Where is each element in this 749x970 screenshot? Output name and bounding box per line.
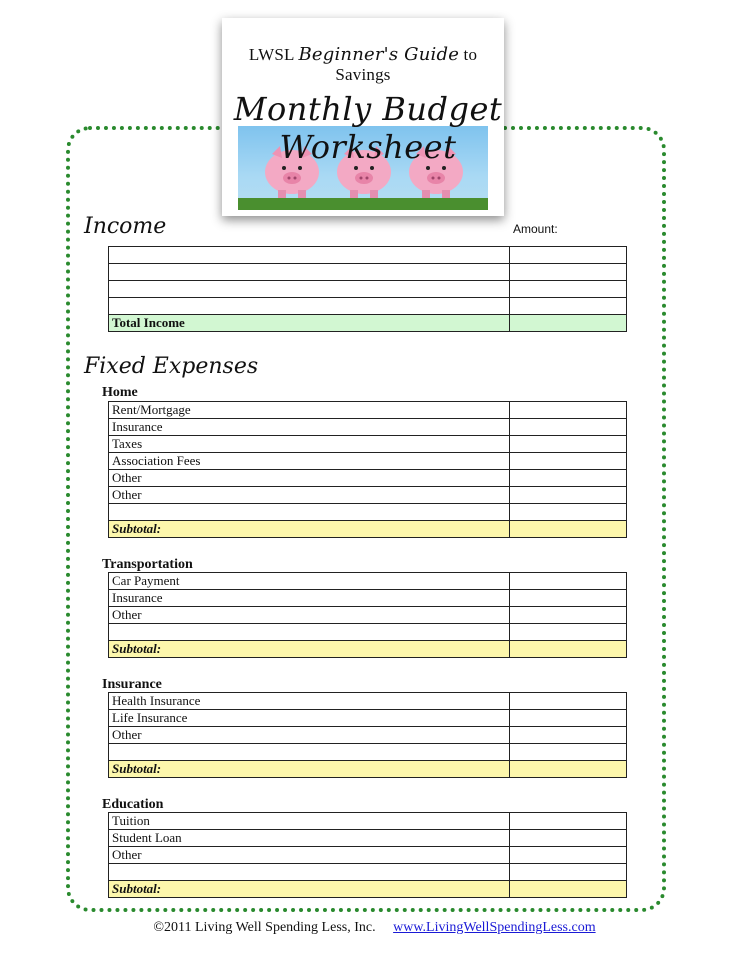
- amount-cell[interactable]: [510, 504, 627, 521]
- income-table: [108, 246, 627, 332]
- amount-cell[interactable]: [510, 470, 627, 487]
- total-income-amount-cell[interactable]: [510, 315, 627, 332]
- subtotal-label: Subtotal:: [109, 641, 510, 658]
- table-row: [109, 847, 627, 864]
- amount-cell[interactable]: [510, 710, 627, 727]
- home-expenses-table: [108, 401, 627, 538]
- amount-cell[interactable]: [510, 298, 627, 315]
- fixed-expenses-heading: Fixed Expenses: [84, 354, 259, 379]
- title-script: Beginner's Guide: [298, 44, 460, 65]
- amount-cell[interactable]: [510, 607, 627, 624]
- page-title: Monthly Budget Worksheet: [233, 90, 503, 166]
- amount-cell[interactable]: [510, 419, 627, 436]
- amount-cell[interactable]: [510, 624, 627, 641]
- subtotal-label: Subtotal:: [109, 521, 510, 538]
- subtotal-amount-cell[interactable]: [510, 521, 627, 538]
- table-row: [109, 624, 627, 641]
- group-title-insurance: Insurance: [102, 677, 162, 692]
- subtotal-amount-cell[interactable]: [510, 761, 627, 778]
- expense-label-cell[interactable]: Association Fees: [109, 453, 510, 470]
- expense-label-cell[interactable]: Insurance: [109, 590, 510, 607]
- expense-label-cell[interactable]: [109, 624, 510, 641]
- amount-cell[interactable]: [510, 436, 627, 453]
- subtotal-label: Subtotal:: [109, 761, 510, 778]
- expense-label-cell[interactable]: [109, 744, 510, 761]
- amount-cell[interactable]: [510, 453, 627, 470]
- amount-cell[interactable]: [510, 744, 627, 761]
- table-row: [109, 247, 627, 264]
- expense-label-cell[interactable]: Insurance: [109, 419, 510, 436]
- website-link[interactable]: www.LivingWellSpendingLess.com: [393, 920, 596, 935]
- amount-cell[interactable]: [510, 402, 627, 419]
- amount-cell[interactable]: [510, 590, 627, 607]
- expense-label-cell[interactable]: Student Loan: [109, 830, 510, 847]
- table-row: [109, 402, 627, 419]
- table-row: [109, 813, 627, 830]
- group-title-home: Home: [102, 385, 138, 400]
- income-source-cell[interactable]: [109, 298, 510, 315]
- table-row: [109, 298, 627, 315]
- amount-cell[interactable]: [510, 847, 627, 864]
- amount-cell[interactable]: [510, 727, 627, 744]
- title-suffix: to Savings: [335, 45, 478, 84]
- subtotal-row: [109, 881, 627, 898]
- group-title-transportation: Transportation: [102, 557, 193, 572]
- income-heading: Income: [84, 214, 167, 239]
- expense-label-cell[interactable]: Tuition: [109, 813, 510, 830]
- subtotal-row: [109, 521, 627, 538]
- total-income-row: [109, 315, 627, 332]
- table-row: [109, 693, 627, 710]
- footer: [0, 920, 749, 936]
- table-row: [109, 487, 627, 504]
- amount-cell[interactable]: [510, 813, 627, 830]
- subtotal-amount-cell[interactable]: [510, 641, 627, 658]
- amount-column-label: Amount:: [513, 222, 558, 236]
- expense-label-cell[interactable]: [109, 864, 510, 881]
- expense-label-cell[interactable]: Rent/Mortgage: [109, 402, 510, 419]
- table-row: [109, 573, 627, 590]
- amount-cell[interactable]: [510, 573, 627, 590]
- expense-label-cell[interactable]: Other: [109, 487, 510, 504]
- income-source-cell[interactable]: [109, 281, 510, 298]
- table-row: [109, 727, 627, 744]
- education-expenses-table: [108, 812, 627, 898]
- subtotal-row: [109, 761, 627, 778]
- amount-cell[interactable]: [510, 830, 627, 847]
- amount-cell[interactable]: [510, 247, 627, 264]
- table-row: [109, 504, 627, 521]
- table-row: [109, 710, 627, 727]
- header-card: [222, 18, 504, 216]
- table-row: [109, 453, 627, 470]
- income-source-cell[interactable]: [109, 264, 510, 281]
- expense-label-cell[interactable]: Other: [109, 607, 510, 624]
- table-row: [109, 830, 627, 847]
- table-row: [109, 864, 627, 881]
- expense-label-cell[interactable]: Health Insurance: [109, 693, 510, 710]
- expense-label-cell[interactable]: [109, 504, 510, 521]
- expense-label-cell[interactable]: Life Insurance: [109, 710, 510, 727]
- amount-cell[interactable]: [510, 264, 627, 281]
- insurance-expenses-table: [108, 692, 627, 778]
- amount-cell[interactable]: [510, 693, 627, 710]
- expense-label-cell[interactable]: Taxes: [109, 436, 510, 453]
- subtotal-row: [109, 641, 627, 658]
- table-row: [109, 264, 627, 281]
- title-prefix: LWSL: [248, 45, 295, 64]
- amount-cell[interactable]: [510, 487, 627, 504]
- table-row: [109, 744, 627, 761]
- expense-label-cell[interactable]: Car Payment: [109, 573, 510, 590]
- header-title: [222, 44, 504, 85]
- amount-cell[interactable]: [510, 864, 627, 881]
- table-row: [109, 436, 627, 453]
- expense-label-cell[interactable]: Other: [109, 847, 510, 864]
- table-row: [109, 590, 627, 607]
- expense-label-cell[interactable]: Other: [109, 470, 510, 487]
- amount-cell[interactable]: [510, 281, 627, 298]
- total-income-label: Total Income: [109, 315, 510, 332]
- subtotal-label: Subtotal:: [109, 881, 510, 898]
- group-title-education: Education: [102, 797, 164, 812]
- table-row: [109, 470, 627, 487]
- subtotal-amount-cell[interactable]: [510, 881, 627, 898]
- expense-label-cell[interactable]: Other: [109, 727, 510, 744]
- table-row: [109, 419, 627, 436]
- transportation-expenses-table: [108, 572, 627, 658]
- grass-strip: [238, 198, 488, 210]
- income-source-cell[interactable]: [109, 247, 510, 264]
- table-row: [109, 281, 627, 298]
- table-row: [109, 607, 627, 624]
- copyright-text: ©2011 Living Well Spending Less, Inc.: [153, 920, 376, 935]
